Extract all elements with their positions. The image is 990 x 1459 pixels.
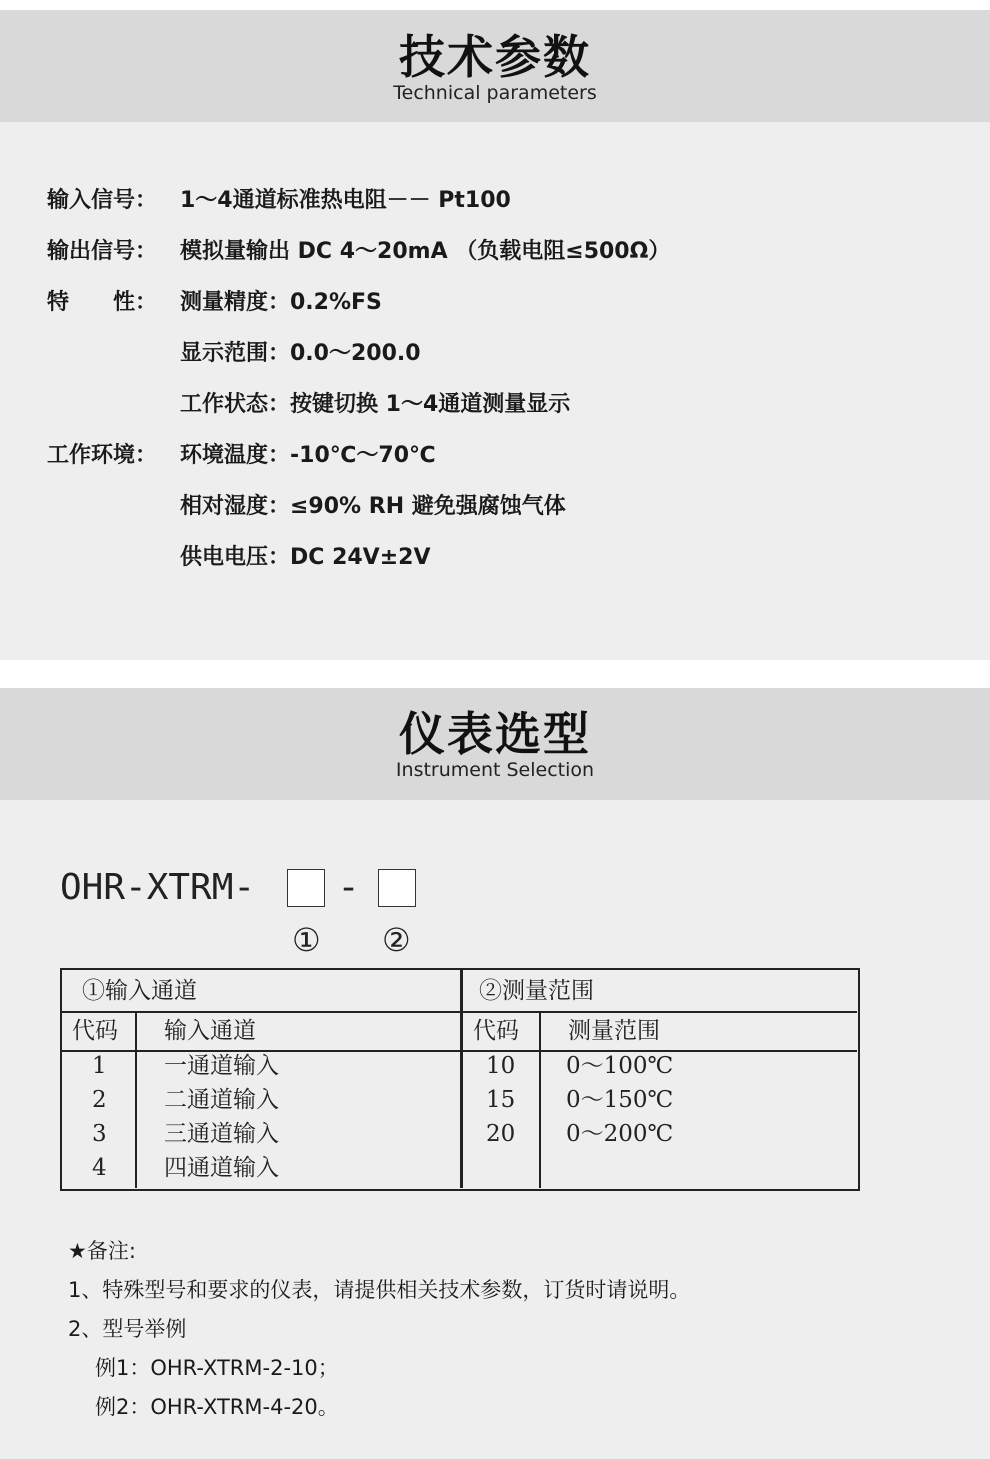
section-subtitle: Technical parameters	[393, 82, 597, 104]
selection-table	[60, 968, 860, 1191]
channel-code: 1	[92, 1053, 107, 1079]
channel-name: 三通道输入	[164, 1121, 279, 1147]
range-value: 0～100℃	[566, 1053, 674, 1079]
table-code2-divider	[539, 1011, 541, 1188]
note-example: 例2：OHR-XTRM-4-20。	[95, 1395, 339, 1419]
param-value: 相对湿度：≤90% RH 避免强腐蚀气体	[180, 494, 566, 519]
param-value: 测量精度：0.2%FS	[180, 290, 382, 315]
range-code: 10	[486, 1053, 516, 1079]
note-example: 例1：OHR-XTRM-2-10；	[95, 1356, 339, 1380]
param-label: 输出信号：	[47, 239, 158, 264]
range-value: 0～200℃	[566, 1121, 674, 1147]
section-subtitle: Instrument Selection	[395, 759, 595, 781]
table-code-divider	[135, 1011, 137, 1188]
param-value: 环境温度：-10℃～70℃	[180, 443, 436, 468]
channel-code: 4	[92, 1155, 107, 1181]
param-value: 显示范围：0.0～200.0	[180, 341, 421, 366]
param-value: 模拟量输出 DC 4～20mA （负载电阻≤500Ω）	[180, 239, 671, 264]
table-group-divider	[460, 970, 463, 1188]
channel-name: 四通道输入	[164, 1155, 279, 1181]
param-label: 特 性：	[47, 290, 158, 315]
notes-title: ★备注:	[68, 1239, 136, 1263]
column-header-code: 代码	[72, 1018, 118, 1044]
section-title: 技术参数	[399, 30, 591, 84]
range-code: 15	[486, 1087, 516, 1113]
param-value: 1～4通道标准热电阻－－ Pt100	[180, 188, 511, 213]
column-header-channel: 输入通道	[164, 1018, 256, 1044]
channel-code: 2	[92, 1087, 107, 1113]
channel-code: 3	[92, 1121, 107, 1147]
model-slot-2	[378, 869, 416, 907]
slot-marker-2: ②	[382, 921, 411, 959]
param-label: 工作环境：	[47, 443, 158, 468]
group-header-range: ②测量范围	[479, 978, 594, 1004]
column-header-range: 测量范围	[568, 1018, 660, 1044]
model-separator: -	[342, 867, 355, 908]
param-value: 供电电压：DC 24V±2V	[180, 545, 431, 570]
channel-name: 二通道输入	[164, 1087, 279, 1113]
model-code-prefix: OHR-XTRM-	[60, 867, 256, 908]
column-header-code2: 代码	[473, 1018, 519, 1044]
range-value: 0～150℃	[566, 1087, 674, 1113]
param-value: 工作状态：按键切换 1～4通道测量显示	[180, 392, 571, 417]
range-code: 20	[486, 1121, 516, 1147]
section-title: 仪表选型	[399, 707, 591, 761]
note-item: 1、特殊型号和要求的仪表，请提供相关技术参数，订货时请说明。	[68, 1278, 691, 1302]
note-item: 2、型号举例	[68, 1317, 187, 1341]
group-header-channel: ①输入通道	[82, 978, 197, 1004]
slot-marker-1: ①	[292, 921, 321, 959]
param-label: 输入信号：	[47, 188, 158, 213]
model-slot-1	[287, 869, 325, 907]
channel-name: 一通道输入	[164, 1053, 279, 1079]
